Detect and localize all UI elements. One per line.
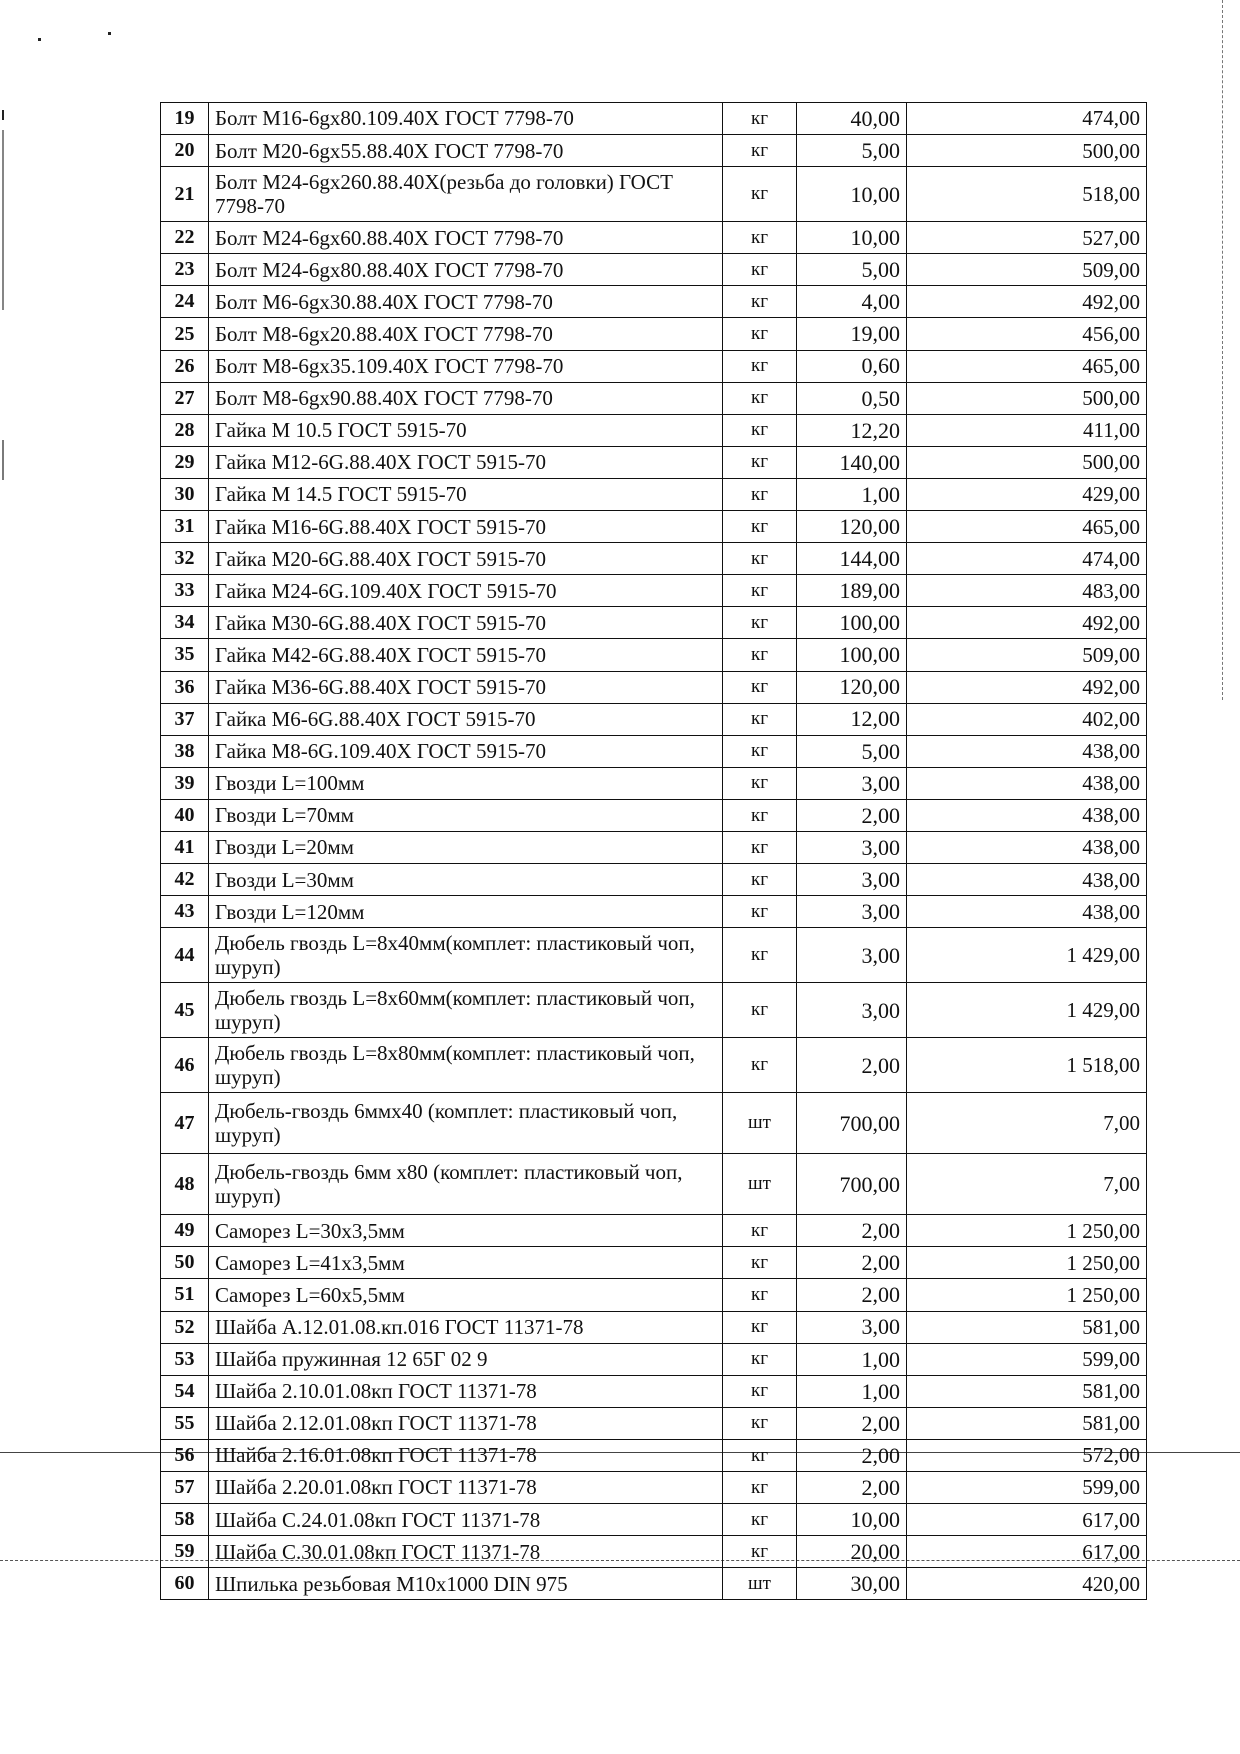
item-unit: шт (723, 1093, 797, 1154)
item-quantity: 3,00 (797, 983, 907, 1038)
row-number: 26 (161, 350, 209, 382)
row-number: 55 (161, 1407, 209, 1439)
item-quantity: 3,00 (797, 928, 907, 983)
item-name: Гайка М8-6G.109.40Х ГОСТ 5915-70 (209, 735, 723, 767)
item-unit: кг (723, 478, 797, 510)
item-quantity: 10,00 (797, 167, 907, 222)
row-number: 51 (161, 1279, 209, 1311)
item-name: Болт М24-6gx80.88.40Х ГОСТ 7798-70 (209, 254, 723, 286)
item-name: Болт М8-6gx90.88.40Х ГОСТ 7798-70 (209, 382, 723, 414)
row-number: 37 (161, 703, 209, 735)
item-unit: кг (723, 575, 797, 607)
item-price: 420,00 (907, 1568, 1147, 1600)
row-number: 56 (161, 1439, 209, 1471)
row-number: 58 (161, 1504, 209, 1536)
item-price: 465,00 (907, 511, 1147, 543)
row-number: 27 (161, 382, 209, 414)
item-price: 456,00 (907, 318, 1147, 350)
item-price: 492,00 (907, 671, 1147, 703)
item-price: 438,00 (907, 864, 1147, 896)
item-name: Шайба С.30.01.08кп ГОСТ 11371-78 (209, 1536, 723, 1568)
item-quantity: 19,00 (797, 318, 907, 350)
item-quantity: 3,00 (797, 1311, 907, 1343)
table-row (161, 864, 1147, 896)
item-name: Шайба 2.12.01.08кп ГОСТ 11371-78 (209, 1407, 723, 1439)
table-row (161, 607, 1147, 639)
table-row (161, 896, 1147, 928)
item-name: Гайка М 14.5 ГОСТ 5915-70 (209, 478, 723, 510)
item-unit: кг (723, 1215, 797, 1247)
row-number: 42 (161, 864, 209, 896)
item-name: Гайка М16-6G.88.40Х ГОСТ 5915-70 (209, 511, 723, 543)
row-number: 45 (161, 983, 209, 1038)
item-quantity: 1,00 (797, 1343, 907, 1375)
table-row (161, 703, 1147, 735)
item-quantity: 0,50 (797, 382, 907, 414)
row-number: 38 (161, 735, 209, 767)
table-row (161, 1279, 1147, 1311)
row-number: 59 (161, 1536, 209, 1568)
item-name: Гвозди L=20мм (209, 831, 723, 863)
scan-right-edge (1222, 0, 1223, 700)
table-row (161, 350, 1147, 382)
row-number: 29 (161, 446, 209, 478)
table-row (161, 735, 1147, 767)
table-row (161, 1311, 1147, 1343)
item-price: 438,00 (907, 799, 1147, 831)
item-unit: кг (723, 286, 797, 318)
item-unit: кг (723, 864, 797, 896)
item-name: Дюбель гвоздь L=8х40мм(комплет: пластиковый чоп, шуруп) (209, 928, 723, 983)
item-quantity: 100,00 (797, 639, 907, 671)
item-price: 411,00 (907, 414, 1147, 446)
item-price: 509,00 (907, 254, 1147, 286)
scan-edge-mark (2, 110, 4, 120)
table-row (161, 799, 1147, 831)
item-quantity: 3,00 (797, 864, 907, 896)
row-number: 57 (161, 1472, 209, 1504)
table-row (161, 1093, 1147, 1154)
item-name: Дюбель-гвоздь 6ммх40 (комплет: пластиковый чоп, шуруп) (209, 1093, 723, 1154)
item-unit: кг (723, 1279, 797, 1311)
item-unit: кг (723, 1439, 797, 1471)
row-number: 48 (161, 1154, 209, 1215)
row-number: 44 (161, 928, 209, 983)
row-number: 21 (161, 167, 209, 222)
row-number: 47 (161, 1093, 209, 1154)
item-unit: кг (723, 103, 797, 135)
row-number: 30 (161, 478, 209, 510)
item-name: Шайба 2.16.01.08кп ГОСТ 11371-78 (209, 1439, 723, 1471)
table-row (161, 639, 1147, 671)
item-price: 599,00 (907, 1472, 1147, 1504)
item-unit: кг (723, 671, 797, 703)
item-name: Болт М6-6gx30.88.40Х ГОСТ 7798-70 (209, 286, 723, 318)
item-quantity: 140,00 (797, 446, 907, 478)
item-unit: кг (723, 799, 797, 831)
table-row (161, 167, 1147, 222)
item-price: 438,00 (907, 735, 1147, 767)
item-unit: кг (723, 1375, 797, 1407)
table-row (161, 1038, 1147, 1093)
item-name: Саморез L=60х5,5мм (209, 1279, 723, 1311)
scan-edge-mark (2, 440, 4, 480)
item-unit: кг (723, 543, 797, 575)
item-name: Шайба 2.20.01.08кп ГОСТ 11371-78 (209, 1472, 723, 1504)
item-price: 7,00 (907, 1093, 1147, 1154)
item-name: Болт М8-6gx20.88.40Х ГОСТ 7798-70 (209, 318, 723, 350)
table-row (161, 318, 1147, 350)
row-number: 60 (161, 1568, 209, 1600)
table-row (161, 575, 1147, 607)
goods-table-body (161, 103, 1147, 1600)
item-price: 1 429,00 (907, 983, 1147, 1038)
item-name: Гайка М20-6G.88.40Х ГОСТ 5915-70 (209, 543, 723, 575)
item-price: 509,00 (907, 639, 1147, 671)
item-unit: шт (723, 1154, 797, 1215)
item-name: Болт М8-6gx35.109.40Х ГОСТ 7798-70 (209, 350, 723, 382)
row-number: 40 (161, 799, 209, 831)
row-number: 34 (161, 607, 209, 639)
item-unit: кг (723, 414, 797, 446)
item-unit: кг (723, 639, 797, 671)
row-number: 41 (161, 831, 209, 863)
item-name: Саморез L=41х3,5мм (209, 1247, 723, 1279)
item-quantity: 5,00 (797, 254, 907, 286)
item-quantity: 12,00 (797, 703, 907, 735)
item-name: Гайка М30-6G.88.40Х ГОСТ 5915-70 (209, 607, 723, 639)
item-price: 617,00 (907, 1504, 1147, 1536)
table-row (161, 1536, 1147, 1568)
item-quantity: 4,00 (797, 286, 907, 318)
table-row (161, 103, 1147, 135)
table-row (161, 478, 1147, 510)
item-price: 572,00 (907, 1439, 1147, 1471)
item-unit: кг (723, 735, 797, 767)
item-quantity: 1,00 (797, 478, 907, 510)
item-price: 438,00 (907, 767, 1147, 799)
item-unit: кг (723, 1536, 797, 1568)
item-name: Шайба С.24.01.08кп ГОСТ 11371-78 (209, 1504, 723, 1536)
item-price: 429,00 (907, 478, 1147, 510)
item-unit: кг (723, 1311, 797, 1343)
item-name: Гвозди L=100мм (209, 767, 723, 799)
item-unit: кг (723, 983, 797, 1038)
row-number: 20 (161, 135, 209, 167)
item-quantity: 2,00 (797, 1215, 907, 1247)
item-unit: кг (723, 767, 797, 799)
item-quantity: 120,00 (797, 671, 907, 703)
item-quantity: 2,00 (797, 799, 907, 831)
item-name: Гвозди L=120мм (209, 896, 723, 928)
item-name: Дюбель гвоздь L=8х60мм(комплет: пластиковый чоп, шуруп) (209, 983, 723, 1038)
item-unit: кг (723, 511, 797, 543)
table-row (161, 135, 1147, 167)
item-quantity: 3,00 (797, 767, 907, 799)
row-number: 53 (161, 1343, 209, 1375)
scan-edge-mark (2, 130, 4, 310)
item-price: 492,00 (907, 607, 1147, 639)
item-quantity: 2,00 (797, 1407, 907, 1439)
table-row (161, 671, 1147, 703)
row-number: 36 (161, 671, 209, 703)
item-price: 474,00 (907, 543, 1147, 575)
item-name: Болт М20-6gx55.88.40Х ГОСТ 7798-70 (209, 135, 723, 167)
table-row (161, 543, 1147, 575)
item-quantity: 700,00 (797, 1093, 907, 1154)
item-unit: кг (723, 382, 797, 414)
item-quantity: 10,00 (797, 222, 907, 254)
item-unit: кг (723, 135, 797, 167)
row-number: 22 (161, 222, 209, 254)
item-unit: кг (723, 607, 797, 639)
item-unit: кг (723, 896, 797, 928)
row-number: 19 (161, 103, 209, 135)
scan-speck (108, 32, 111, 35)
item-price: 527,00 (907, 222, 1147, 254)
table-row (161, 1439, 1147, 1471)
item-price: 438,00 (907, 896, 1147, 928)
item-unit: кг (723, 703, 797, 735)
table-row (161, 1154, 1147, 1215)
table-row (161, 511, 1147, 543)
row-number: 50 (161, 1247, 209, 1279)
item-quantity: 100,00 (797, 607, 907, 639)
item-price: 438,00 (907, 831, 1147, 863)
row-number: 35 (161, 639, 209, 671)
item-unit: кг (723, 318, 797, 350)
item-price: 581,00 (907, 1311, 1147, 1343)
item-unit: кг (723, 167, 797, 222)
table-row (161, 222, 1147, 254)
item-price: 599,00 (907, 1343, 1147, 1375)
item-unit: кг (723, 1247, 797, 1279)
item-price: 1 250,00 (907, 1247, 1147, 1279)
item-name: Гвозди L=30мм (209, 864, 723, 896)
item-quantity: 1,00 (797, 1375, 907, 1407)
table-row (161, 286, 1147, 318)
item-price: 402,00 (907, 703, 1147, 735)
item-price: 518,00 (907, 167, 1147, 222)
row-number: 33 (161, 575, 209, 607)
item-price: 1 429,00 (907, 928, 1147, 983)
item-quantity: 144,00 (797, 543, 907, 575)
item-price: 492,00 (907, 286, 1147, 318)
item-price: 483,00 (907, 575, 1147, 607)
row-number: 43 (161, 896, 209, 928)
item-unit: кг (723, 446, 797, 478)
item-name: Шпилька резьбовая М10х1000 DIN 975 (209, 1568, 723, 1600)
item-name: Гайка М12-6G.88.40Х ГОСТ 5915-70 (209, 446, 723, 478)
item-unit: кг (723, 928, 797, 983)
item-price: 617,00 (907, 1536, 1147, 1568)
item-quantity: 2,00 (797, 1038, 907, 1093)
item-name: Дюбель гвоздь L=8х80мм(комплет: пластиковый чоп, шуруп) (209, 1038, 723, 1093)
scan-speck (38, 38, 41, 41)
item-price: 1 518,00 (907, 1038, 1147, 1093)
item-quantity: 40,00 (797, 103, 907, 135)
item-price: 474,00 (907, 103, 1147, 135)
item-quantity: 2,00 (797, 1439, 907, 1471)
item-quantity: 2,00 (797, 1247, 907, 1279)
item-quantity: 3,00 (797, 896, 907, 928)
item-price: 581,00 (907, 1407, 1147, 1439)
item-quantity: 2,00 (797, 1472, 907, 1504)
table-row (161, 446, 1147, 478)
item-name: Гайка М42-6G.88.40Х ГОСТ 5915-70 (209, 639, 723, 671)
goods-table (160, 102, 1147, 1600)
row-number: 49 (161, 1215, 209, 1247)
row-number: 54 (161, 1375, 209, 1407)
table-row (161, 1568, 1147, 1600)
item-unit: кг (723, 350, 797, 382)
table-row (161, 1247, 1147, 1279)
row-number: 39 (161, 767, 209, 799)
table-row (161, 928, 1147, 983)
table-row (161, 1407, 1147, 1439)
row-number: 31 (161, 511, 209, 543)
item-unit: кг (723, 254, 797, 286)
item-name: Болт М24-6gx260.88.40Х(резьба до головки) ГОСТ 7798-70 (209, 167, 723, 222)
item-price: 7,00 (907, 1154, 1147, 1215)
item-name: Гвозди L=70мм (209, 799, 723, 831)
table-row (161, 1215, 1147, 1247)
item-unit: кг (723, 1343, 797, 1375)
item-price: 500,00 (907, 382, 1147, 414)
table-row (161, 382, 1147, 414)
table-row (161, 1375, 1147, 1407)
item-name: Гайка М36-6G.88.40Х ГОСТ 5915-70 (209, 671, 723, 703)
item-price: 465,00 (907, 350, 1147, 382)
row-number: 23 (161, 254, 209, 286)
item-name: Болт М16-6gx80.109.40Х ГОСТ 7798-70 (209, 103, 723, 135)
item-unit: шт (723, 1568, 797, 1600)
item-quantity: 120,00 (797, 511, 907, 543)
item-quantity: 3,00 (797, 831, 907, 863)
item-price: 1 250,00 (907, 1279, 1147, 1311)
item-name: Гайка М6-6G.88.40Х ГОСТ 5915-70 (209, 703, 723, 735)
item-unit: кг (723, 831, 797, 863)
item-name: Шайба пружинная 12 65Г 02 9 (209, 1343, 723, 1375)
item-unit: кг (723, 1472, 797, 1504)
item-quantity: 5,00 (797, 135, 907, 167)
item-name: Саморез L=30х3,5мм (209, 1215, 723, 1247)
item-name: Шайба А.12.01.08.кп.016 ГОСТ 11371-78 (209, 1311, 723, 1343)
row-number: 32 (161, 543, 209, 575)
item-quantity: 10,00 (797, 1504, 907, 1536)
item-unit: кг (723, 1407, 797, 1439)
item-quantity: 5,00 (797, 735, 907, 767)
item-quantity: 30,00 (797, 1568, 907, 1600)
table-row (161, 414, 1147, 446)
item-price: 1 250,00 (907, 1215, 1147, 1247)
table-row (161, 1343, 1147, 1375)
table-row (161, 983, 1147, 1038)
table-row (161, 254, 1147, 286)
item-quantity: 189,00 (797, 575, 907, 607)
table-row (161, 1472, 1147, 1504)
table-row (161, 1504, 1147, 1536)
item-quantity: 0,60 (797, 350, 907, 382)
item-unit: кг (723, 1504, 797, 1536)
item-name: Гайка М 10.5 ГОСТ 5915-70 (209, 414, 723, 446)
item-unit: кг (723, 1038, 797, 1093)
item-quantity: 2,00 (797, 1279, 907, 1311)
item-unit: кг (723, 222, 797, 254)
row-number: 25 (161, 318, 209, 350)
item-price: 500,00 (907, 446, 1147, 478)
item-name: Шайба 2.10.01.08кп ГОСТ 11371-78 (209, 1375, 723, 1407)
item-quantity: 12,20 (797, 414, 907, 446)
table-row (161, 767, 1147, 799)
item-quantity: 20,00 (797, 1536, 907, 1568)
item-quantity: 700,00 (797, 1154, 907, 1215)
row-number: 28 (161, 414, 209, 446)
item-name: Болт М24-6gx60.88.40Х ГОСТ 7798-70 (209, 222, 723, 254)
item-name: Дюбель-гвоздь 6мм х80 (комплет: пластиковый чоп, шуруп) (209, 1154, 723, 1215)
item-price: 500,00 (907, 135, 1147, 167)
row-number: 46 (161, 1038, 209, 1093)
item-price: 581,00 (907, 1375, 1147, 1407)
item-name: Гайка М24-6G.109.40Х ГОСТ 5915-70 (209, 575, 723, 607)
table-row (161, 831, 1147, 863)
row-number: 24 (161, 286, 209, 318)
row-number: 52 (161, 1311, 209, 1343)
